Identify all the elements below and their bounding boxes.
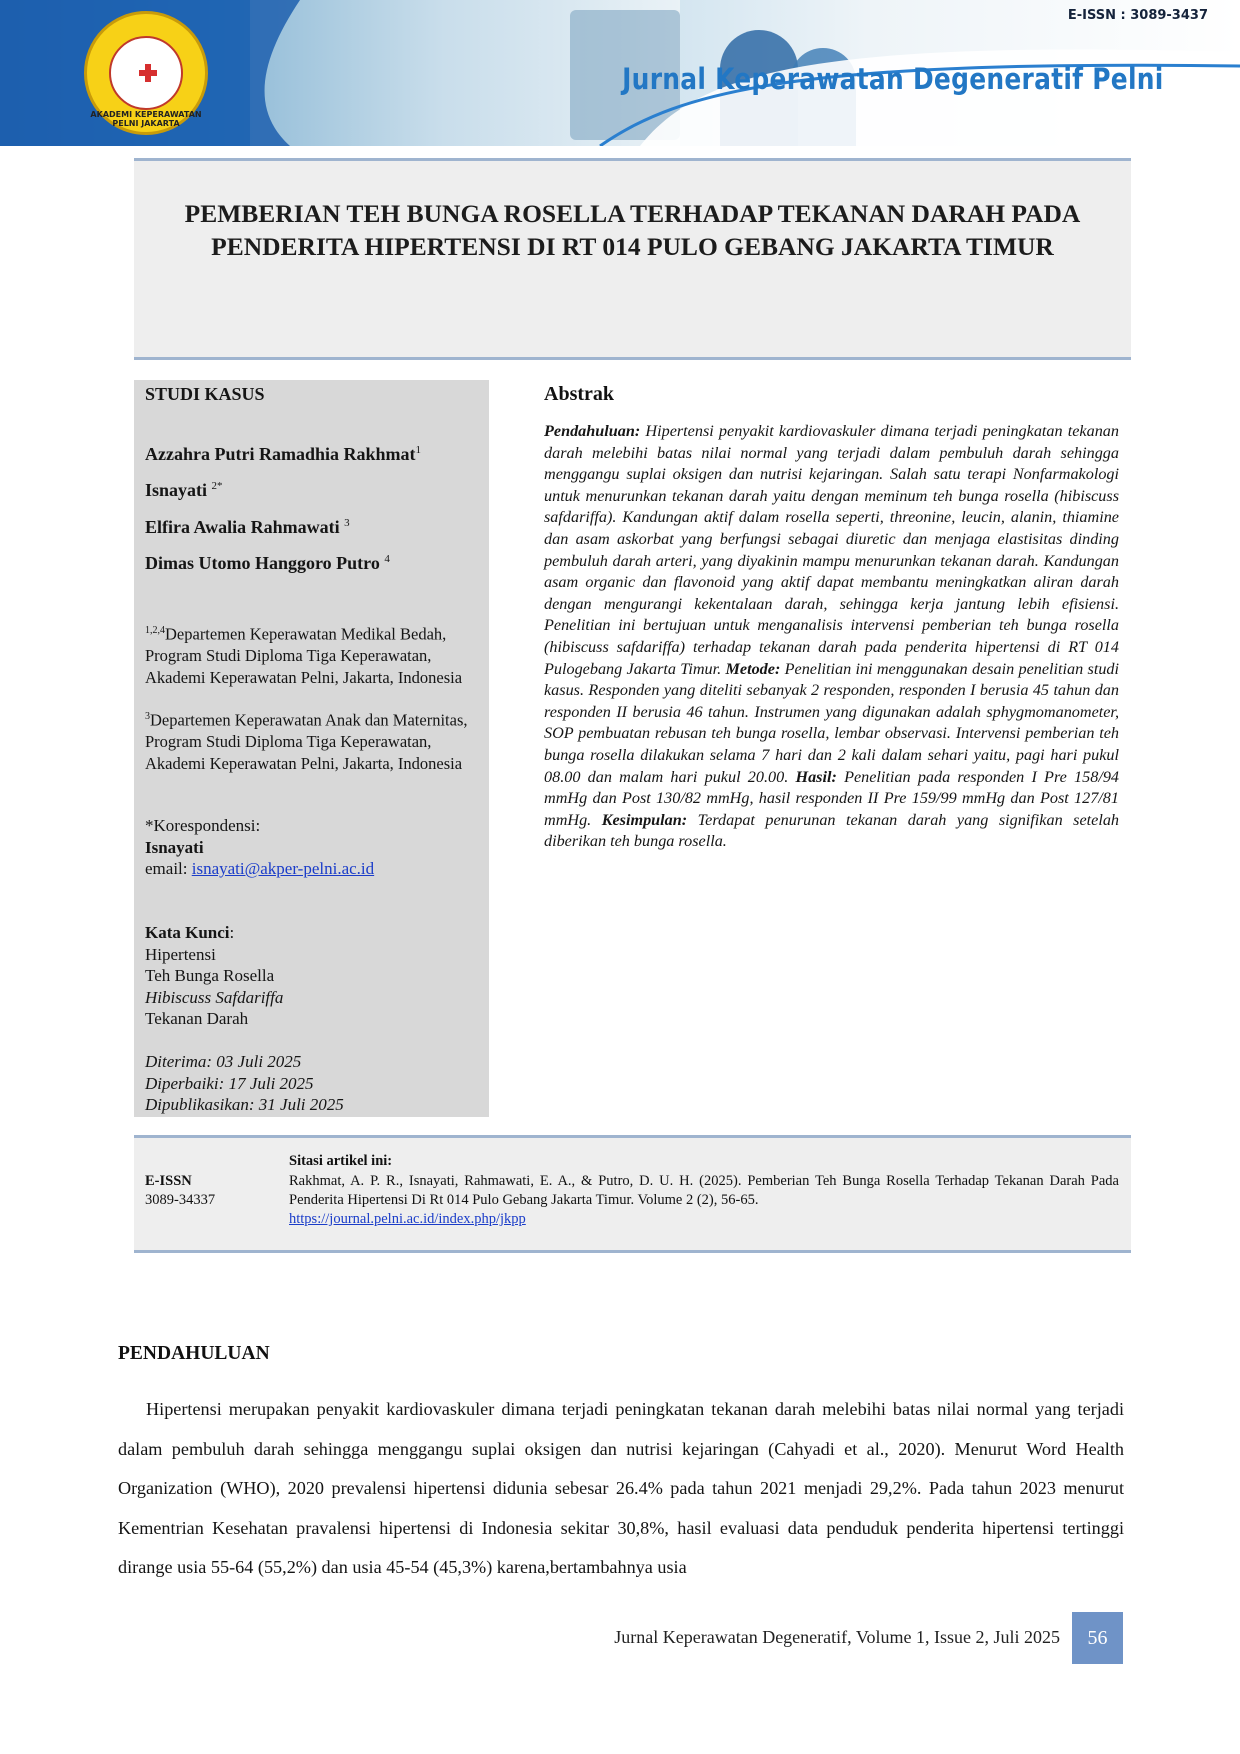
correspondence-email: email: isnayati@akper-pelni.ac.id: [145, 859, 375, 878]
keyword-item: Hibiscuss Safdariffa: [145, 988, 284, 1007]
correspondence-name: Isnayati: [145, 838, 204, 857]
academy-logo: [84, 11, 208, 135]
citation-box: [134, 1135, 1131, 1253]
author-3: Elfira Awalia Rahmawati $^3$: [145, 517, 350, 537]
article-title: PEMBERIAN TEH BUNGA ROSELLA TERHADAP TEKANAN DARAH PADA PENDERITA HIPERTENSI DI RT 014 PULO GEBANG JAKARTA TIMUR: [184, 199, 1081, 261]
abstract-conclusion-label: Kesimpulan:: [601, 810, 688, 829]
abstract-heading: Abstrak: [544, 383, 615, 405]
abstract-text: [544, 421, 1119, 853]
journal-name: Jurnal Keperawatan Degeneratif Pelni: [622, 62, 1164, 96]
citation-heading: Sitasi artikel ini:: [289, 1153, 393, 1169]
keywords-heading: Kata Kunci:: [145, 923, 235, 942]
correspondence-label: *Korespondensi:: [145, 816, 261, 835]
citation-text: Rakhmat, A. P. R., Isnayati, Rahmawati, E. A., & Putro, D. U. H. (2025). Pemberian Teh Bunga Rosella Terhadap Tekanan Darah Pada Penderita Hipertensi Di Rt 014 Pulo Gebang Jakarta Timur. Volume 2 (2), 56-65. https://journal.pelni.ac.id/index.php/jkpp: [289, 1173, 1119, 1227]
abstract-method: Penelitian ini menggunakan desain penelitian studi kasus. Responden yang diteliti sebanyak 2 responden, responden I berusia 45 tahun dan responden II berusia 46 tahun. Instrumen yang digunakan adalah sphygmomanometer, SOP pembuatan rebusan teh bunga rosella, lembar observasi. Intervensi pemberian teh bunga rosella dilakukan selama 7 hari dan 2 kali dalam sehari yaitu, pagi hari pukul 08.00 dan malam hari pukul 20.00.: [544, 659, 1120, 786]
article-type: STUDI KASUS: [145, 384, 265, 404]
section-heading: PENDAHULUAN: [118, 1343, 270, 1364]
red-cross-icon: [139, 64, 157, 82]
abstract-method-label: Metode:: [725, 659, 781, 678]
keyword-item: Hipertensi: [145, 945, 216, 964]
date-published: Dipublikasikan: 31 Juli 2025: [145, 1095, 344, 1114]
date-revised: Diperbaiki: 17 Juli 2025: [145, 1074, 314, 1093]
logo-emblem: [109, 36, 183, 110]
page-number: 56: [1072, 1612, 1123, 1664]
footer-journal-ref: Jurnal Keperawatan Degeneratif, Volume 1, Issue 2, Juli 2025: [614, 1627, 1060, 1647]
logo-text: AKADEMI KEPERAWATAN PELNI JAKARTA: [90, 110, 202, 128]
header-issn: E-ISSN : 3089-3437: [1067, 8, 1208, 23]
citation-issn-value: 3089-34337: [145, 1192, 216, 1208]
keyword-item: Teh Bunga Rosella: [145, 966, 275, 985]
article-info-panel: [134, 380, 489, 1117]
citation-issn-label: E-ISSN: [145, 1173, 192, 1189]
abstract-conclusion: Terdapat penurunan tekanan darah yang signifikan setelah diberikan teh bunga rosella.: [544, 810, 1120, 851]
email-link[interactable]: isnayati@akper-pelni.ac.id: [191, 859, 375, 878]
body-paragraph: Hipertensi merupakan penyakit kardiovaskuler dimana terjadi peningkatan tekanan darah melebihi batas nilai normal yang terjadi dalam pembuluh darah sehingga menggangu suplai oksigen dan nutrisi kejaringan (Cahyadi et al., 2020). Menurut Word Health Organization (WHO), 2020 prevalensi hipertensi didunia sebesar 26.4% pada tahun 2021 menjadi 29,2%. Pada tahun 2023 menurut Kementrian Kesehatan pravalensi hipertensi di Indonesia sekitar 30,8%, hasil evaluasi data penduduk penderita hipertensi tertinggi dirange usia 55-64 (55,2%) dan usia 45-54 (45,3%) karena,bertambahnya usia: [118, 1399, 1124, 1578]
author-1: Azzahra Putri Ramadhia Rakhmat$^1$: [145, 444, 421, 464]
abstract-intro: Hipertensi penyakit kardiovaskuler dimana terjadi peningkatan tekanan darah melebihi batas nilai normal yang terjadi dalam pembuluh darah sehingga menggangu suplai oksigen dan nutrisi kejaringan. Salah satu terapi Nonfarmakologi untuk menurunkan tekanan darah yaitu dengan meminum teh bunga rosella (hibiscuss safdariffa). Kandungan aktif dalam rosella seperti, threonine, leucin, alanin, thiamine dan asam askorbat yang berfungsi sebagai diuretic dan menjaga elastisitas dinding pembuluh darah arteri, yang diyakinin mampu menurunkan tekanan darah. Kandungan asam organic dan flavonoid yang aktif dapat membantu meningkatkan aliran darah dengan mengurangi kekentalaan darah, sehingga kerja jantung lebih efisiensi. Penelitian ini bertujuan untuk menganalisis intervensi pemberian teh bunga rosella (hibiscuss safdariffa) terhadap tekanan darah pada penderita hipertensi di RT 014 Pulogebang Jakarta Timur.: [544, 422, 1119, 678]
citation-url-link[interactable]: https://journal.pelni.ac.id/index.php/jkpp: [289, 1211, 526, 1227]
title-block: [134, 158, 1131, 360]
author-4: Dimas Utomo Hanggoro Putro $^4$: [145, 553, 390, 573]
author-2: Isnayati $^{2*}$: [145, 480, 223, 500]
journal-header-banner: [0, 0, 1240, 146]
date-received: Diterima: 03 Juli 2025: [145, 1052, 302, 1071]
affiliation-1: $^{1,2,4}$Departemen Keperawatan Medikal Bedah, Program Studi Diploma Tiga Keperawatan, Akademi Keperawatan Pelni, Jakarta, Indonesia: [145, 624, 463, 687]
affiliation-2: $^3$Departemen Keperawatan Anak dan Maternitas, Program Studi Diploma Tiga Keperawatan, Akademi Keperawatan Pelni, Jakarta, Indonesia: [145, 710, 468, 773]
abstract-intro-label: Pendahuluan:: [544, 422, 641, 440]
keyword-item: Tekanan Darah: [145, 1009, 249, 1028]
abstract-result-label: Hasil:: [795, 767, 837, 786]
abstract-result: Penelitian pada responden I Pre 158/94 mmHg dan Post 130/82 mmHg, hasil responden II Pre 159/99 mmHg dan Post 127/81 mmHg.: [544, 767, 1120, 829]
